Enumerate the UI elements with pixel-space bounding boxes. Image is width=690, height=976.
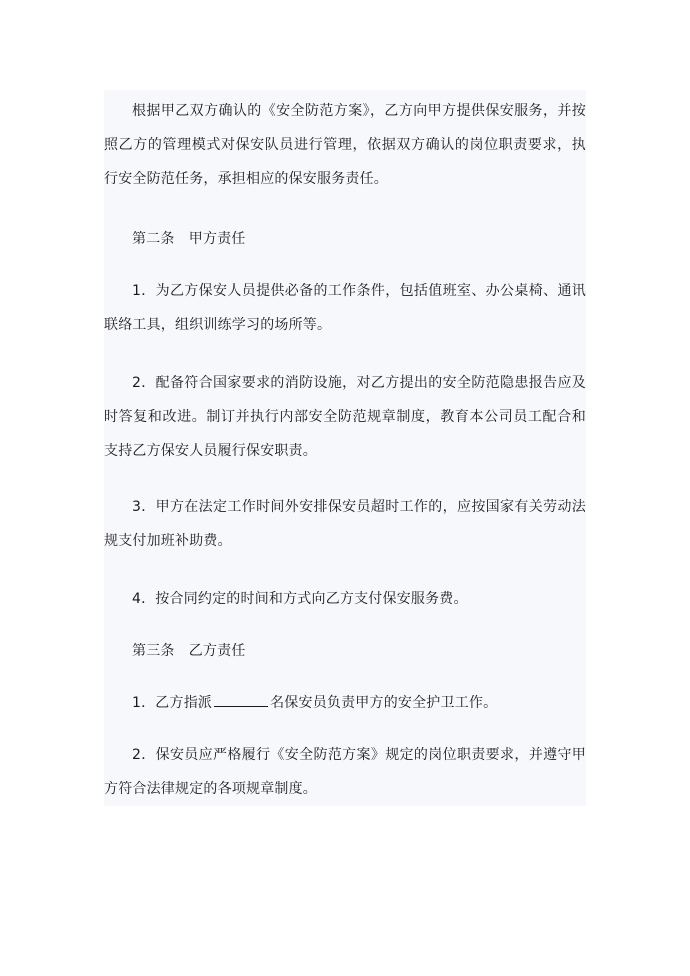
article-3-item-1-prefix: 1．乙方指派 bbox=[132, 695, 213, 711]
article-3-item-1 bbox=[104, 686, 586, 720]
article-2-item-4: 4．按合同约定的时间和方式向乙方支付保安服务费。 bbox=[132, 591, 468, 607]
article-3-item-2: 2．保安员应严格履行《安全防范方案》规定的岗位职责要求，并遵守甲方符合法律规定的各项规章制度。 bbox=[104, 747, 586, 797]
article-2-item-2: 2．配备符合国家要求的消防设施，对乙方提出的安全防范隐患报告应及时答复和改进。制订并执行内部安全防范规章制度，教育本公司员工配合和支持乙方保安人员履行保安职责。 bbox=[104, 375, 586, 459]
article-2-item-1: 1．为乙方保安人员提供必备的工作条件，包括值班室、办公桌椅、通讯联络工具，组织训练学习的场所等。 bbox=[104, 283, 586, 333]
paragraph-intro: 根据甲乙双方确认的《安全防范方案》，乙方向甲方提供保安服务，并按照乙方的管理模式对保安队员进行管理，依据双方确认的岗位职责要求，执行安全防范任务，承担相应的保安服务责任。 bbox=[104, 103, 586, 187]
article-2-heading: 第二条 甲方责任 bbox=[132, 231, 246, 247]
article-3-heading: 第三条 乙方责任 bbox=[132, 643, 246, 659]
blank-underline bbox=[214, 692, 268, 707]
article-3-item-1-suffix: 名保安员负责甲方的安全护卫工作。 bbox=[270, 695, 498, 711]
article-2-item-3: 3．甲方在法定工作时间外安排保安员超时工作的，应按国家有关劳动法规支付加班补助费。 bbox=[104, 499, 586, 549]
